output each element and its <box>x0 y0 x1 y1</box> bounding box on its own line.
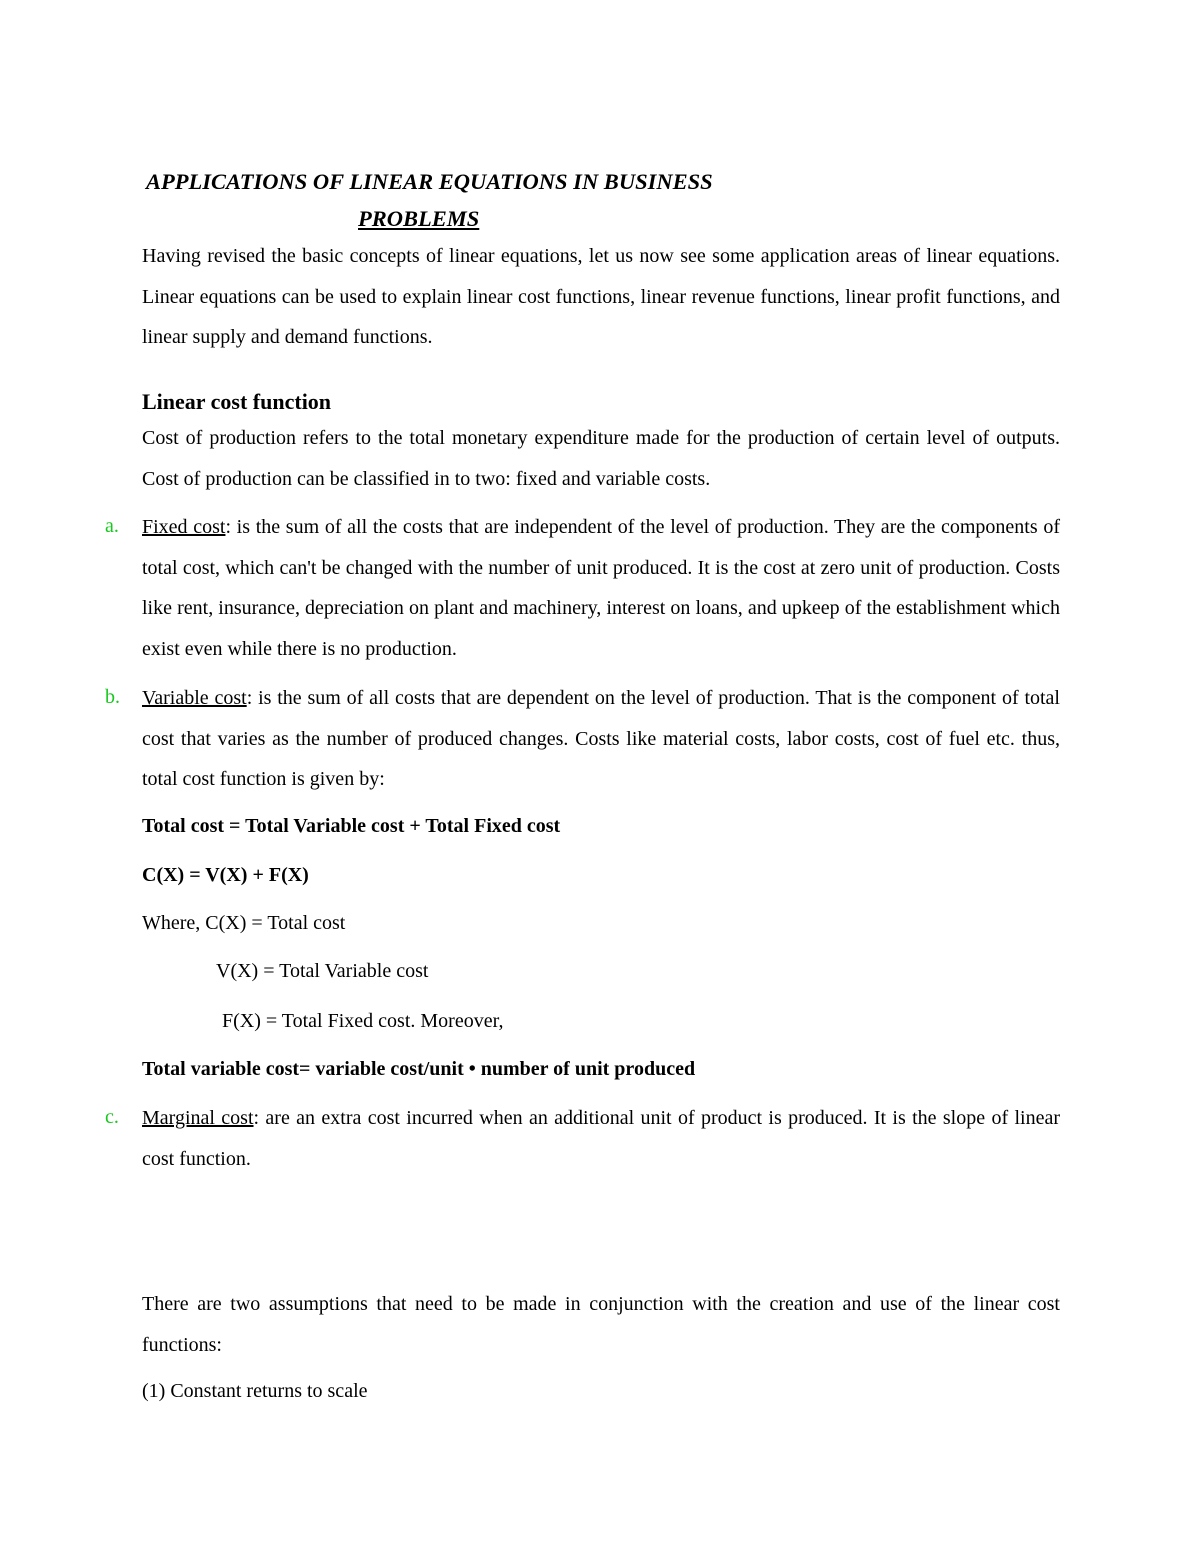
where-line-total-cost: Where, C(X) = Total cost <box>142 912 346 934</box>
formula-total-variable-cost: Total variable cost= variable cost/unit • number of unit produced <box>142 1058 696 1080</box>
term-fixed-cost: Fixed cost <box>142 516 226 538</box>
formula-words: Total cost = Total Variable cost + Total Fixed cost <box>142 815 561 837</box>
section-intro-paragraph: Cost of production refers to the total monetary expenditure made for the production of certain level of outputs. Cost of production can be classified in to two: fixed and variable costs. <box>142 427 1060 490</box>
term-marginal-cost: Marginal cost <box>142 1107 254 1129</box>
definition-marginal-cost: : are an extra cost incurred when an additional unit of product is produced. It is the slope of linear cost function. <box>142 1107 1060 1170</box>
definition-variable-cost: : is the sum of all costs that are dependent on the level of production. That is the component of total cost that varies as the number of produced changes. Costs like material costs, labor costs, cost of fuel etc. thus, total cost function is given by: <box>142 687 1060 790</box>
formula-symbols: C(X) = V(X) + F(X) <box>142 864 309 886</box>
list-item-variable-cost <box>142 678 1060 800</box>
assumption-1: (1) Constant returns to scale <box>142 1380 368 1402</box>
list-marker-b: b. <box>105 686 120 708</box>
intro-paragraph: Having revised the basic concepts of linear equations, let us now see some application areas of linear equations. Linear equations can be used to explain linear cost functions, linear revenue functions, linear profit functions, and linear supply and demand functions. <box>142 245 1060 348</box>
term-variable-cost: Variable cost <box>142 687 247 709</box>
list-item-marginal-cost <box>142 1098 1060 1179</box>
list-item-fixed-cost <box>142 507 1060 669</box>
where-line-fixed-cost: F(X) = Total Fixed cost. Moreover, <box>222 1010 504 1032</box>
document-title-line-2: PROBLEMS <box>358 206 480 231</box>
list-marker-a: a. <box>105 515 119 537</box>
where-line-variable-cost: V(X) = Total Variable cost <box>216 960 429 982</box>
definition-fixed-cost: : is the sum of all the costs that are independent of the level of production. They are the components of total cost, which can't be changed with the number of unit produced. It is the cost at zero unit of production. Costs like rent, insurance, depreciation on plant and machinery, interest on loans, and upkeep of the establishment which exist even while there is no production. <box>142 516 1060 660</box>
document-title-line-1: APPLICATIONS OF LINEAR EQUATIONS IN BUSINESS <box>146 169 713 194</box>
section-heading: Linear cost function <box>142 389 332 414</box>
list-marker-c: c. <box>105 1106 119 1128</box>
assumptions-intro-paragraph: There are two assumptions that need to be made in conjunction with the creation and use of the linear cost functions: <box>142 1293 1060 1356</box>
